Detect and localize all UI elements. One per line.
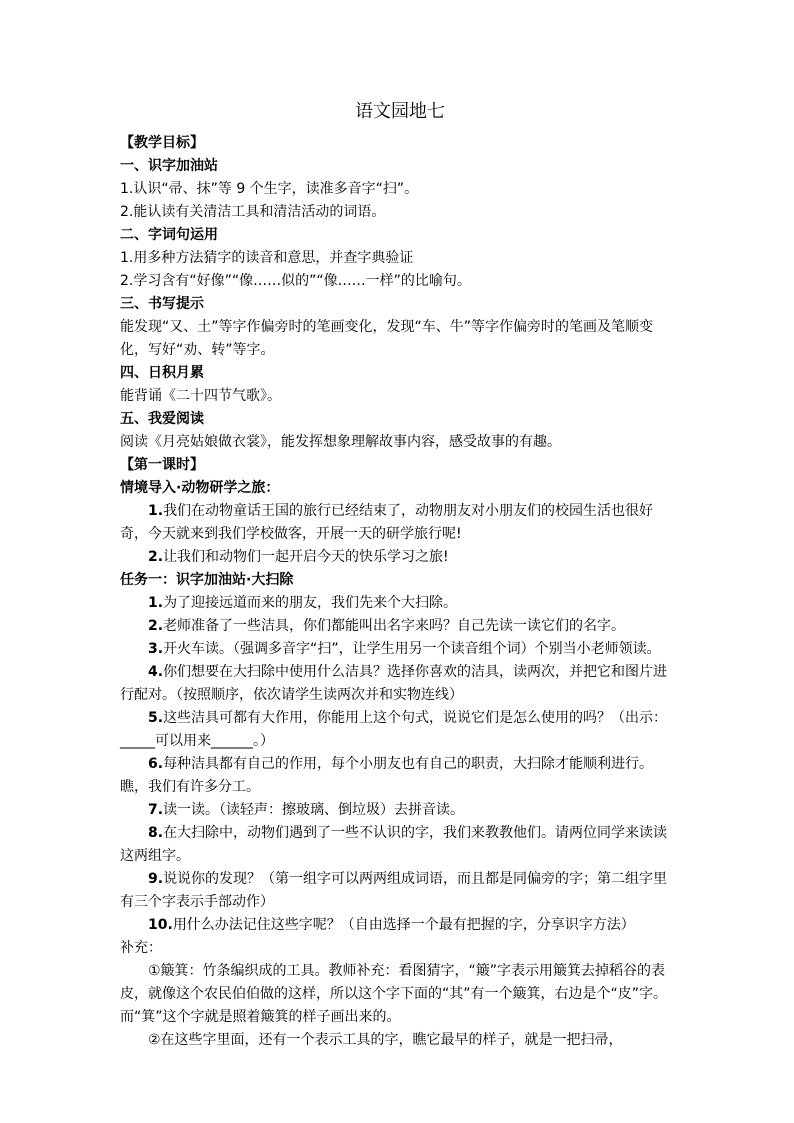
item-text: 这些洁具可都有大作用，你能用上这个句式，说说它们是怎么使用的吗？（出示：_____可以用来______。） xyxy=(120,710,668,749)
intro-item xyxy=(120,500,680,546)
item-number: 2. xyxy=(148,549,164,565)
task-item xyxy=(120,707,680,753)
goals-header: 【教学目标】 xyxy=(120,135,204,151)
page-title: 语文园地七 xyxy=(355,101,445,122)
item-text: 老师准备了一些洁具，你们都能叫出名字来吗？自己先读一读它们的名字。 xyxy=(163,618,626,634)
goal-text: 能发现“又、土”等字作偏旁时的笔画变化，发现“车、牛”等字作偏旁时的笔画及笔顺变化，写好“劝、转”等字。 xyxy=(120,319,654,358)
item-text: 为了迎接远道而来的朋友，我们先来个大扫除。 xyxy=(163,595,458,611)
intro-item xyxy=(120,546,680,569)
section-heading: 三、书写提示 xyxy=(120,296,204,312)
item-text: 我们在动物童话王国的旅行已经结束了，动物朋友对小朋友们的校园生活也很好奇，今天就来到我们学校做客，开展一天的研学旅行呢! xyxy=(120,503,654,542)
task-item xyxy=(120,592,680,615)
section-heading: 一、识字加油站 xyxy=(120,158,218,174)
goal-item: 1.用多种方法猜字的读音和意思，并查字典验证 xyxy=(120,250,414,266)
item-number: 8. xyxy=(148,825,164,841)
section-heading: 四、日积月累 xyxy=(120,365,204,381)
document-page xyxy=(120,100,680,1052)
item-text: 让我们和动物们一起开启今天的快乐学习之旅! xyxy=(163,549,449,565)
task-item xyxy=(120,822,680,868)
item-number: 10. xyxy=(148,917,173,933)
supplement-item: ①簸箕：竹条编织成的工具。教师补充：看图猜字，“簸”字表示用簸箕去掉稻谷的表皮，就像这个农民伯伯做的这样，所以这个字下面的“其”有一个簸箕，右边是个“皮”字。而“箕”这个字就是照着簸箕的样子画出来的。 xyxy=(120,963,668,1025)
item-text: 开火车读。（强调多音字“扫”，让学生用另一个读音组个词）个别当小老师领读。 xyxy=(163,641,661,657)
supplement-label: 补充： xyxy=(120,940,162,956)
item-number: 5. xyxy=(148,710,164,726)
item-number: 7. xyxy=(148,802,164,818)
task-item xyxy=(120,914,680,937)
task-item xyxy=(120,753,680,799)
section-heading: 五、我爱阅读 xyxy=(120,411,204,427)
item-text: 用什么办法记住这些字呢？（自由选择一个最有把握的字，分享识字方法） xyxy=(172,917,635,933)
item-text: 说说你的发现？（第一组字可以两两组成词语，而且都是同偏旁的字；第二组字里有三个字表示手部动作） xyxy=(120,871,668,910)
item-text: 你们想要在大扫除中使用什么洁具？选择你喜欢的洁具，读两次，并把它和图片进行配对。（按照顺序，依次请学生读两次并和实物连线） xyxy=(120,664,668,703)
item-text: 每种洁具都有自己的作用，每个小朋友也有自己的职责，大扫除才能顺利进行。瞧，我们有许多分工。 xyxy=(120,756,654,795)
item-number: 2. xyxy=(148,618,164,634)
lesson-header: 【第一课时】 xyxy=(120,457,204,473)
goal-item: 2.学习含有“好像”“像……似的”“像……一样”的比喻句。 xyxy=(120,273,471,289)
item-text: 读一读。（读轻声：擦玻璃、倒垃圾）去拼音读。 xyxy=(163,802,465,818)
section-heading: 二、字词句运用 xyxy=(120,227,218,243)
item-number: 9. xyxy=(148,871,164,887)
item-number: 1. xyxy=(148,503,164,519)
item-number: 4. xyxy=(148,664,164,680)
task-item xyxy=(120,638,680,661)
goal-item: 2.能认读有关清洁工具和清洁活动的词语。 xyxy=(120,204,386,220)
task-heading: 任务一：识字加油站·大扫除 xyxy=(120,572,294,588)
task-item xyxy=(120,868,680,914)
goal-item: 1.认识“帚、抹”等 9 个生字，读准多音字“扫”。 xyxy=(120,181,419,197)
task-item xyxy=(120,661,680,707)
goal-text: 阅读《月亮姑娘做衣裳》，能发挥想象理解故事内容，感受故事的有趣。 xyxy=(120,434,561,450)
task-item xyxy=(120,615,680,638)
item-number: 1. xyxy=(148,595,164,611)
item-text: 在大扫除中，动物们遇到了一些不认识的字，我们来教教他们。请两位同学来读读这两组字。 xyxy=(120,825,668,864)
supplement-item: ②在这些字里面，还有一个表示工具的字，瞧它最早的样子，就是一把扫帚， xyxy=(148,1032,623,1048)
task-item xyxy=(120,799,680,822)
item-number: 6. xyxy=(148,756,164,772)
intro-heading: 情境导入·动物研学之旅： xyxy=(120,480,280,496)
goal-text: 能背诵《二十四节气歌》。 xyxy=(120,388,281,404)
item-number: 3. xyxy=(148,641,164,657)
